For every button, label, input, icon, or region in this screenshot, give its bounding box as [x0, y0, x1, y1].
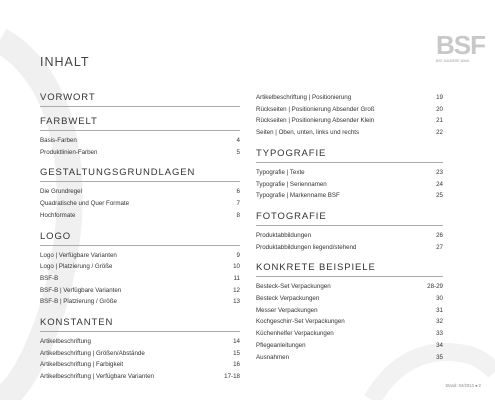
toc-entry-title: Logo | Platzierung / Größe [40, 263, 113, 271]
toc-entry-title: Rückseiten | Positionierung Absender Klein [256, 117, 375, 125]
toc-entry-title: Produktabbildungen [256, 231, 312, 239]
section-divider [256, 162, 443, 163]
toc-entry-page: 30 [436, 295, 443, 303]
toc-entry-title: Artikelbeschriftung | Farbigkeit [40, 361, 124, 369]
toc-entry[interactable] [256, 352, 443, 364]
section-heading: FARBWELT [40, 116, 98, 127]
toc-entry-page: 9 [236, 251, 240, 259]
toc-entry[interactable] [40, 371, 240, 383]
toc-entry-title: Besteck-Set Verpackungen [256, 283, 331, 291]
toc-entry[interactable] [40, 359, 240, 371]
toc-entry-title: Typografie | Markenname BSF [256, 192, 340, 200]
logo-letter: B [436, 30, 454, 60]
toc-entry[interactable] [40, 296, 240, 308]
toc-entry-page: 25 [436, 192, 443, 200]
toc-entry-page: 16 [233, 361, 240, 369]
toc-entry[interactable] [256, 167, 443, 179]
toc-entry[interactable] [256, 92, 443, 104]
toc-entry[interactable] [40, 210, 240, 222]
page-footer: Stand: 04/2014 ● 2 [445, 383, 481, 388]
toc-entry-title: BSF-B [40, 274, 59, 282]
section-divider [40, 106, 240, 107]
toc-entry-page: 21 [436, 117, 443, 125]
toc-section [256, 148, 443, 202]
toc-entry-page: 5 [236, 148, 240, 156]
toc-entry[interactable] [256, 316, 443, 328]
toc-entry-page: 8 [236, 211, 240, 219]
logo-letter: F [470, 30, 486, 60]
toc-entry[interactable] [256, 305, 443, 317]
section-divider [40, 130, 240, 131]
toc-entry-page: 4 [236, 137, 240, 144]
toc-entry[interactable] [40, 186, 240, 198]
toc-entry-title: Artikelbeschriftung | Positionierung [256, 94, 352, 101]
section-heading: KONKRETE BEISPIELE [256, 262, 376, 274]
section-heading: KONSTANTEN [40, 317, 114, 329]
toc-entry[interactable] [256, 328, 443, 340]
section-divider [40, 181, 240, 182]
toc-entry-title: Seiten | Oben, unten, links und rechts [256, 129, 360, 137]
toc-entry-page: 22 [436, 129, 443, 137]
toc-right-column [256, 92, 443, 372]
toc-section [256, 262, 443, 363]
toc-entry-page: 28-29 [427, 283, 443, 291]
toc-entry-page: 24 [436, 180, 443, 188]
toc-section [40, 116, 240, 158]
toc-entry-title: BSF-B | Verfügbare Varianten [40, 286, 122, 294]
toc-entry-title: Artikelbeschriftung | Verfügbare Varianten [40, 373, 154, 381]
toc-left-column [40, 92, 240, 392]
toc-entry[interactable] [40, 273, 240, 285]
logo-letters [436, 30, 486, 60]
toc-entry-title: Basis-Farben [40, 137, 77, 144]
toc-entry-page: 32 [436, 318, 443, 326]
toc-entry-page: 27 [436, 243, 443, 251]
toc-entry-page: 10 [233, 263, 240, 271]
toc-entry-title: Artikelbeschriftung [40, 338, 91, 346]
section-divider [256, 225, 443, 226]
toc-entry-title: Besteck Verpackungen [256, 295, 320, 303]
section-divider [256, 276, 443, 277]
toc-entry[interactable] [40, 261, 240, 273]
section-divider [40, 331, 240, 332]
toc-entry-title: Hochformate [40, 211, 76, 219]
toc-entry[interactable] [40, 285, 240, 297]
toc-section [256, 211, 443, 253]
toc-entry-title: Rückseiten | Positionierung Absender Groß [256, 105, 375, 113]
toc-entry-page: 17-18 [224, 373, 240, 381]
toc-entry-page: 33 [436, 330, 443, 338]
toc-entry-title: Artikelbeschriftung | Größen/Abstände [40, 349, 145, 357]
toc-entry[interactable] [256, 190, 443, 202]
toc-section [40, 92, 240, 107]
toc-entry-title: Messer Verpackungen [256, 306, 318, 314]
toc-entry-page: 13 [233, 298, 240, 306]
toc-entry-title: Pflegeanleitungen [256, 341, 306, 349]
toc-entry-title: Typografie | Seriennamen [256, 180, 327, 188]
toc-entry-page: 26 [436, 231, 443, 239]
toc-entry-title: Produktlinien-Farben [40, 148, 98, 156]
section-heading: TYPOGRAFIE [256, 147, 327, 159]
toc-entry[interactable] [256, 281, 443, 293]
toc-entry-title: Quadratische und Quer Formate [40, 200, 130, 208]
section-divider [40, 245, 240, 246]
toc-entry[interactable] [256, 104, 443, 116]
section-heading: GESTALTUNGSGRUNDLAGEN [40, 167, 196, 179]
toc-entry[interactable] [40, 250, 240, 262]
toc-entry-title: Typografie | Texte [256, 168, 305, 176]
toc-entry[interactable] [256, 115, 443, 127]
toc-entry-title: Ausnahmen [256, 353, 290, 361]
toc-section [40, 231, 240, 309]
toc-section [256, 92, 443, 139]
toc-section [40, 167, 240, 221]
toc-entry-title: Küchenhelfer Verpackungen [256, 330, 334, 338]
toc-entry-page: 23 [436, 168, 443, 176]
section-heading: VORWORT [40, 92, 96, 103]
toc-entry[interactable] [40, 348, 240, 360]
toc-entry-page: 12 [233, 286, 240, 294]
toc-entry-page: 7 [236, 200, 240, 208]
toc-entry[interactable] [256, 293, 443, 305]
toc-entry[interactable] [256, 127, 443, 139]
toc-entry-page: 6 [236, 188, 240, 196]
logo-letter: S [453, 30, 471, 60]
toc-entry-title: Produktabbildungen liegend/stehend [256, 243, 357, 251]
toc-entry-page: 20 [436, 105, 443, 113]
toc-entry[interactable] [256, 340, 443, 352]
bsf-logo [436, 30, 486, 63]
toc-entry-title: BSF-B | Platzierung / Größe [40, 298, 117, 306]
toc-entry[interactable] [256, 179, 443, 191]
toc-entry[interactable] [256, 242, 443, 254]
toc-entry-page: 34 [436, 341, 443, 349]
logo-tagline: BSF-SAUBERE WAHL [436, 59, 471, 63]
toc-entry[interactable] [40, 147, 240, 159]
toc-entry[interactable] [40, 198, 240, 210]
toc-entry[interactable] [256, 230, 443, 242]
toc-entry[interactable] [40, 135, 240, 147]
toc-entry-page: 31 [436, 306, 443, 314]
toc-entry-page: 19 [436, 94, 443, 101]
page-title: INHALT [40, 55, 90, 69]
toc-entry-title: Logo | Verfügbare Varianten [40, 251, 117, 259]
toc-entry-page: 11 [233, 274, 240, 282]
toc-entry[interactable] [40, 336, 240, 348]
toc-entry-title: Die Grundregel [40, 188, 82, 196]
section-heading: FOTOGRAFIE [256, 210, 327, 222]
toc-entry-page: 14 [233, 338, 240, 346]
toc-entry-page: 35 [436, 353, 443, 361]
toc-entry-title: Kochgeschirr-Set Verpackungen [256, 318, 345, 326]
toc-entry-page: 15 [233, 349, 240, 357]
section-heading: LOGO [40, 230, 72, 242]
toc-section [40, 317, 240, 383]
